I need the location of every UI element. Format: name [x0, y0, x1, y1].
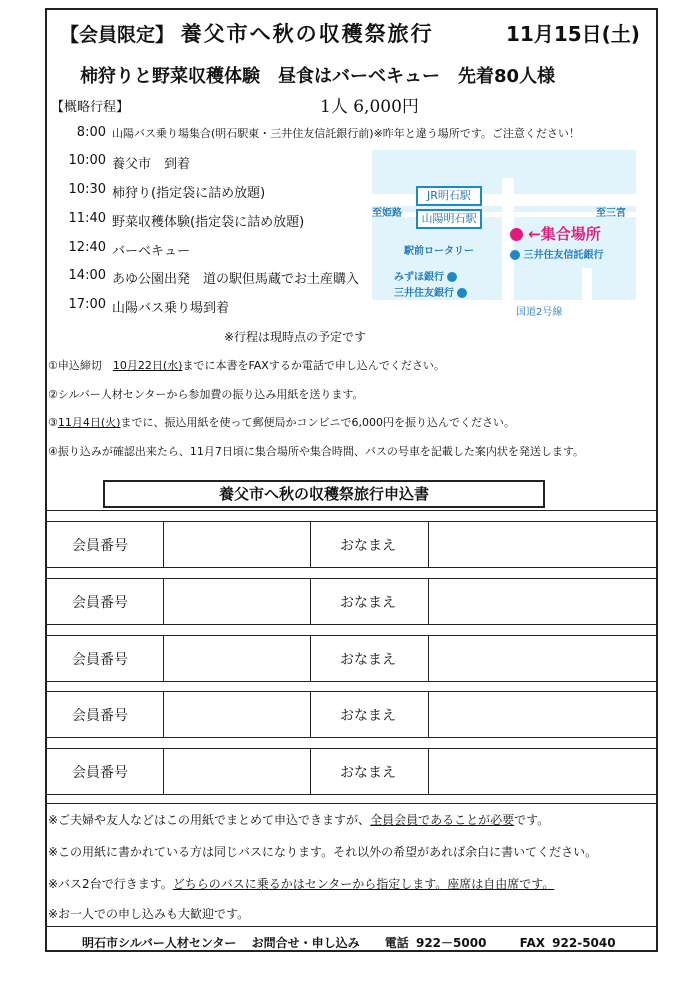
meeting-place-label: ←集合場所	[510, 223, 601, 244]
member-number-label: 会員番号	[72, 538, 128, 554]
footer-tel: 922－5000	[415, 936, 487, 950]
form-cell-divider	[163, 748, 164, 794]
mitsui-trust-marker-icon	[510, 250, 520, 260]
member-number-label: 会員番号	[72, 595, 128, 611]
name-field[interactable]	[430, 637, 656, 680]
to-himeji-label: 至姫路	[372, 208, 402, 219]
form-cell-divider	[163, 578, 164, 624]
form-row-bottom-border	[45, 567, 658, 568]
member-number-field[interactable]	[165, 693, 308, 736]
trip-price: 1人 6,000円	[320, 97, 419, 117]
meeting-place-marker-icon	[510, 228, 523, 241]
member-only-badge: 【会員限定】	[60, 24, 175, 46]
form-cell-divider	[310, 635, 311, 681]
form-row-top-border	[45, 521, 658, 522]
note-line: ※お一人での申し込みも大歓迎です。	[48, 907, 250, 921]
trip-title: 養父市へ秋の収穫祭旅行	[180, 21, 434, 46]
member-number-field[interactable]	[165, 580, 308, 623]
name-label: おなまえ	[340, 538, 396, 554]
schedule-time: 10:30	[68, 182, 106, 197]
mizuho-marker-icon	[447, 272, 457, 282]
rotary-label: 駅前ロータリー	[404, 246, 474, 257]
schedule-time: 11:40	[68, 211, 106, 226]
name-label: おなまえ	[340, 652, 396, 668]
form-cell-divider	[428, 578, 429, 624]
footer-contact-label: お問合せ・申し込み	[251, 936, 360, 950]
form-cell-divider	[310, 691, 311, 737]
member-number-field[interactable]	[165, 523, 308, 566]
footer-tel-label: 電話	[384, 936, 409, 950]
form-row-top-border	[45, 748, 658, 749]
form-cell-divider	[163, 635, 164, 681]
name-label: おなまえ	[340, 708, 396, 724]
jr-station-box: JR明石駅	[416, 186, 482, 206]
schedule-description: 野菜収穫体験(指定袋に詰め放題)	[112, 215, 305, 230]
overview-label: 【概略行程】	[51, 100, 130, 115]
name-field[interactable]	[430, 750, 656, 793]
sanyo-station-box: 山陽明石駅	[416, 209, 482, 229]
footer-contact	[82, 934, 616, 951]
form-row-bottom-border	[45, 794, 658, 795]
form-cell-divider	[428, 635, 429, 681]
schedule-time: 14:00	[68, 268, 106, 283]
procedure-step: ②シルバー人材センターから参加費の振り込み用紙を送ります。	[48, 388, 364, 401]
schedule-time: 17:00	[68, 297, 106, 312]
route-road	[582, 268, 592, 300]
member-number-label: 会員番号	[72, 765, 128, 781]
form-cell-divider	[310, 748, 311, 794]
application-form-title: 養父市へ秋の収穫祭旅行申込書	[103, 480, 545, 508]
schedule-time: 10:00	[68, 153, 106, 168]
to-sannomiya-label: 至三宮	[596, 208, 626, 219]
form-divider	[45, 803, 658, 804]
route2-label: 国道2号線	[516, 307, 563, 318]
footer-divider	[45, 926, 658, 927]
trip-subtitle: 柿狩りと野菜収穫体験 昼食はバーベキュー 先着80人様	[80, 66, 556, 87]
footer-fax: 922-5040	[552, 936, 616, 950]
schedule-time: 12:40	[68, 240, 106, 255]
member-number-field[interactable]	[165, 750, 308, 793]
schedule-time: 8:00	[76, 125, 106, 140]
form-row-bottom-border	[45, 681, 658, 682]
form-row-top-border	[45, 691, 658, 692]
footer-fax-label: FAX	[519, 936, 545, 950]
note-line: ※バス2台で行きます。どちらのバスに乗るかはセンターから指定します。座席は自由席です。	[48, 877, 555, 891]
form-row-top-border	[45, 635, 658, 636]
flyer-title	[60, 18, 434, 48]
smbc-label: 三井住友銀行	[394, 284, 467, 299]
form-row-top-border	[45, 578, 658, 579]
schedule-note: ※行程は現時点の予定です	[224, 330, 367, 344]
schedule-description: 山陽バス乗り場集合(明石駅東・三井住友信託銀行前)※昨年と違う場所です。ご注意ください！	[112, 127, 580, 140]
form-cell-divider	[428, 748, 429, 794]
note-line: ※ご夫婦や友人などはこの用紙でまとめて申込できますが、全員会員であることが必要です。	[48, 813, 550, 827]
name-field[interactable]	[430, 580, 656, 623]
schedule-description: あゆ公園出発 道の駅但馬蔵でお土産購入	[112, 272, 360, 287]
member-number-label: 会員番号	[72, 652, 128, 668]
name-field[interactable]	[430, 523, 656, 566]
schedule-description: 養父市 到着	[112, 157, 191, 172]
schedule-description: 山陽バス乗り場到着	[112, 301, 230, 316]
form-cell-divider	[310, 578, 311, 624]
form-cell-divider	[163, 521, 164, 567]
form-row-bottom-border	[45, 624, 658, 625]
form-row-bottom-border	[45, 737, 658, 738]
mizuho-label: みずほ銀行	[394, 268, 457, 283]
schedule-description: 柿狩り(指定袋に詰め放題)	[112, 186, 266, 201]
footer-org: 明石市シルバー人材センター	[82, 936, 237, 950]
name-label: おなまえ	[340, 595, 396, 611]
member-number-label: 会員番号	[72, 708, 128, 724]
schedule-description: バーベキュー	[112, 244, 191, 259]
name-field[interactable]	[430, 693, 656, 736]
form-cell-divider	[310, 521, 311, 567]
procedure-step: ④振り込みが確認出来たら、11月7日頃に集合場所や集合時間、バスの号車を記載した案内状を発送します。	[48, 445, 584, 458]
mitsui-trust-label: 三井住友信託銀行	[510, 246, 603, 261]
form-cell-divider	[428, 521, 429, 567]
procedure-step: ①申込締切 10月22日(水)までに本書をFAXするか電話で申し込んでください。	[48, 359, 445, 372]
member-number-field[interactable]	[165, 637, 308, 680]
procedure-step: ③11月4日(火)までに、振込用紙を使って郵便局かコンビニで6,000円を振り込んでください。	[48, 416, 515, 429]
smbc-marker-icon	[457, 288, 467, 298]
form-cell-divider	[428, 691, 429, 737]
form-divider	[45, 510, 658, 511]
form-cell-divider	[163, 691, 164, 737]
name-label: おなまえ	[340, 765, 396, 781]
note-line: ※この用紙に書かれている方は同じバスになります。それ以外の希望があれば余白に書いてください。	[48, 845, 598, 859]
trip-date: 11月15日(土)	[506, 22, 640, 46]
